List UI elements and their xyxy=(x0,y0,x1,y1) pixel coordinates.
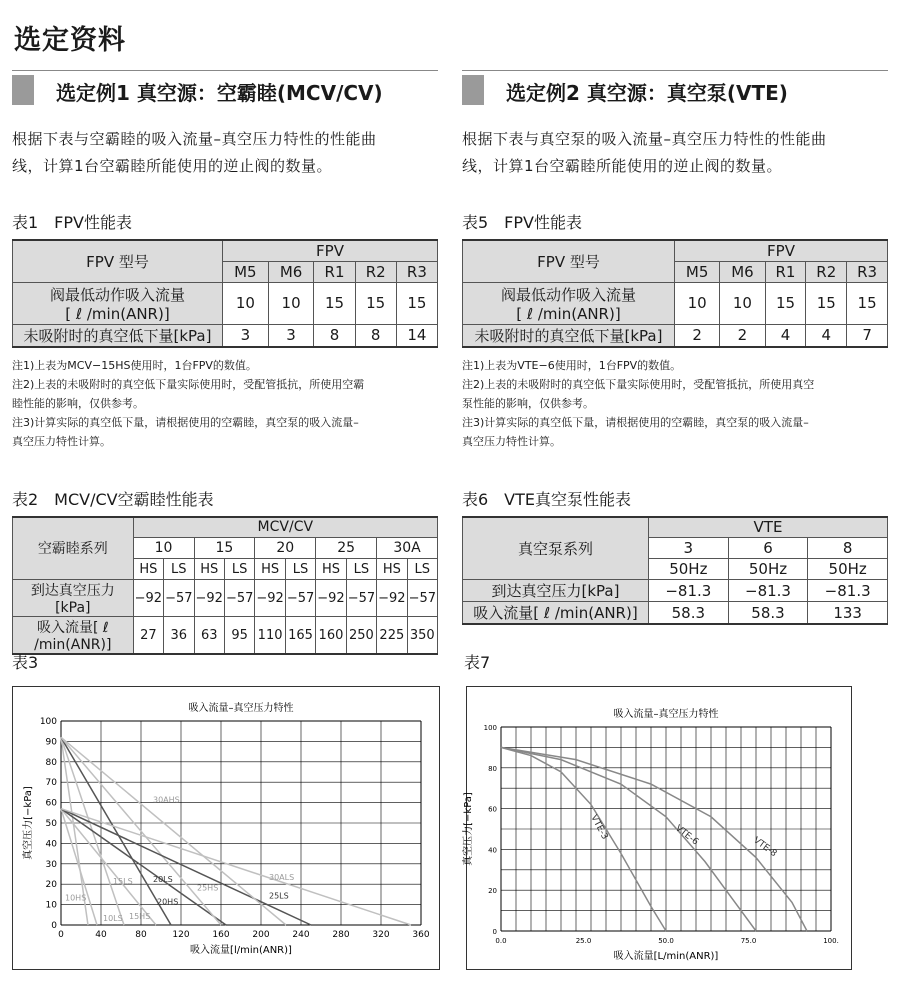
series-line xyxy=(61,809,156,925)
y-tick-label: 0 xyxy=(492,928,497,936)
y-tick-label: 90 xyxy=(45,737,57,748)
series-label: 25HS xyxy=(197,883,219,893)
chart-mcv-svg xyxy=(13,687,439,969)
table-row xyxy=(463,282,888,324)
y-tick-label: 30 xyxy=(45,859,57,870)
x-tick-label: 40 xyxy=(95,930,107,940)
table-row xyxy=(463,602,888,625)
intro-text xyxy=(462,126,888,180)
row-label: 到达真空压力[kPa] xyxy=(13,580,134,617)
table2-block xyxy=(12,487,438,656)
chart-vte xyxy=(463,686,852,970)
subcol-header: LS xyxy=(346,559,376,580)
cell: −81.3 xyxy=(808,580,888,602)
notes xyxy=(462,356,888,451)
cell: 58.3 xyxy=(728,602,808,625)
x-tick-label: 100. xyxy=(823,937,839,945)
freq-header: 50Hz xyxy=(728,559,808,580)
subcol-header: HS xyxy=(194,559,224,580)
intro-line: 线，计算1台空霸睦所能使用的逆止阀的数量。 xyxy=(12,157,333,175)
y-tick-label: 100 xyxy=(39,717,57,727)
col-header: R1 xyxy=(765,261,806,282)
fpv-table xyxy=(462,239,888,348)
vte-table xyxy=(462,516,888,626)
x-tick-label: 280 xyxy=(332,930,350,940)
size-header: 30A xyxy=(377,538,438,559)
x-tick-label: 200 xyxy=(252,930,270,940)
group-header: VTE xyxy=(649,517,888,538)
section-title: 选定例1 真空源：空霸睦(MCV/CV) xyxy=(56,81,383,105)
series-label: VTE-8 xyxy=(751,835,779,860)
cell: −57 xyxy=(407,580,437,617)
cell: 250 xyxy=(346,617,376,655)
intro-line: 线，计算1台空霸睦所能使用的逆止阀的数量。 xyxy=(462,157,783,175)
chart-title: 吸入流量–真空压力特性 xyxy=(613,709,719,720)
row-label: 未吸附时的真空低下量[kPa] xyxy=(13,324,223,347)
y-tick-label: 20 xyxy=(45,880,57,891)
y-tick-label: 60 xyxy=(45,798,57,809)
group-header: FPV xyxy=(223,240,438,261)
series-line xyxy=(61,809,311,925)
series-line xyxy=(501,747,756,931)
table-row xyxy=(13,282,438,324)
chart-vte-svg xyxy=(463,687,851,969)
cell: 27 xyxy=(133,617,163,655)
cell: 36 xyxy=(164,617,194,655)
x-tick-label: 50.0 xyxy=(658,937,674,945)
x-tick-label: 160 xyxy=(212,930,230,940)
row-label: 吸入流量[ ℓ /min(ANR)] xyxy=(463,602,649,625)
cell: −92 xyxy=(133,580,163,617)
cell: 133 xyxy=(808,602,888,625)
cell: 4 xyxy=(765,324,806,347)
series-label: 20LS xyxy=(153,875,173,885)
note-line: 真空压力特性计算。 xyxy=(12,434,111,448)
row-label: 吸入流量[ ℓ /min(ANR)] xyxy=(13,617,134,655)
row-label-line: 阀最低动作吸入流量 xyxy=(49,285,185,304)
cell: 14 xyxy=(396,324,437,347)
x-tick-label: 25.0 xyxy=(575,937,592,945)
cell: 58.3 xyxy=(649,602,729,625)
cell: −57 xyxy=(224,580,254,617)
cell: 15 xyxy=(806,282,847,324)
size-header: 6 xyxy=(728,538,808,559)
table5-caption: 表5 FPV性能表 xyxy=(462,213,582,232)
col-header: R3 xyxy=(396,261,437,282)
cell: −57 xyxy=(285,580,315,617)
chart-mcv xyxy=(12,686,440,970)
col-header: R2 xyxy=(355,261,396,282)
cell: 4 xyxy=(806,324,847,347)
model-header: FPV 型号 xyxy=(463,240,675,282)
table3-label: 表3 xyxy=(12,653,39,672)
cell: 225 xyxy=(377,617,407,655)
section-marker xyxy=(462,75,484,105)
table-row xyxy=(13,324,438,347)
cell: 350 xyxy=(407,617,437,655)
y-axis-label: 真空压力[−kPa] xyxy=(23,786,34,860)
col-header: R1 xyxy=(314,261,355,282)
x-axis-label: 吸入流量[l/min(ANR)] xyxy=(190,945,292,956)
size-header: 10 xyxy=(133,538,194,559)
row-label: 未吸附时的真空低下量[kPa] xyxy=(463,324,675,347)
cell: 10 xyxy=(720,282,765,324)
section-title: 选定例2 真空源：真空泵(VTE) xyxy=(506,81,788,105)
x-tick-label: 360 xyxy=(412,930,430,940)
y-tick-label: 100 xyxy=(483,724,497,732)
group-header: MCV/CV xyxy=(133,517,437,538)
size-header: 15 xyxy=(194,538,255,559)
intro-text xyxy=(12,126,438,180)
series-line xyxy=(61,809,411,925)
series-header: 真空泵系列 xyxy=(463,517,649,580)
freq-header: 50Hz xyxy=(808,559,888,580)
cell: 10 xyxy=(223,282,269,324)
note-line: 注2)上表的未吸附时的真空低下量实际使用时，受配管抵抗，所使用空霸 xyxy=(12,377,365,391)
cell: 15 xyxy=(355,282,396,324)
intro-line: 根据下表与空霸睦的吸入流量–真空压力特性的性能曲 xyxy=(12,130,377,148)
note-line: 睦性能的影响，仅供参考。 xyxy=(12,396,144,410)
series-label: 10HS xyxy=(65,893,87,903)
section-header-example2 xyxy=(462,70,888,106)
x-tick-label: 120 xyxy=(172,930,190,940)
section-header-example1 xyxy=(12,70,438,106)
cell: 15 xyxy=(847,282,888,324)
mcv-table xyxy=(12,516,438,656)
table2-caption: 表2 MCV/CV空霸睦性能表 xyxy=(12,489,214,509)
x-tick-label: 80 xyxy=(135,930,147,940)
size-header: 3 xyxy=(649,538,729,559)
col-header: R2 xyxy=(806,261,847,282)
cell: −92 xyxy=(194,580,224,617)
cell: 15 xyxy=(314,282,355,324)
cell: 10 xyxy=(268,282,314,324)
subcol-header: LS xyxy=(224,559,254,580)
note-line: 注3)计算实际的真空低下量，请根据使用的空霸睦，真空泵的吸入流量– xyxy=(462,415,809,429)
table1-block xyxy=(12,210,438,451)
cell: 8 xyxy=(355,324,396,347)
col-header: M6 xyxy=(268,261,314,282)
subcol-header: LS xyxy=(285,559,315,580)
subcol-header: HS xyxy=(133,559,163,580)
size-header: 8 xyxy=(808,538,888,559)
y-tick-label: 50 xyxy=(45,819,57,829)
model-header: FPV 型号 xyxy=(13,240,223,282)
y-tick-label: 60 xyxy=(488,805,497,814)
right-column xyxy=(462,70,888,625)
y-tick-label: 40 xyxy=(488,846,497,855)
left-column xyxy=(12,70,438,655)
note-line: 注1)上表为MCV−15HS使用时，1台FPV的数值。 xyxy=(12,358,257,372)
col-header: M6 xyxy=(720,261,765,282)
cell: 10 xyxy=(675,282,720,324)
row-label-line: [ ℓ /min(ANR)] xyxy=(516,304,621,323)
y-axis-label: 真空压力[−kPa] xyxy=(463,792,474,866)
series-label: 30AHS xyxy=(153,795,180,805)
series-header: 空霸睦系列 xyxy=(13,517,134,580)
col-header: M5 xyxy=(223,261,269,282)
note-line: 真空压力特性计算。 xyxy=(462,434,561,448)
cell: 63 xyxy=(194,617,224,655)
row-label-line: [ ℓ /min(ANR)] xyxy=(65,304,170,323)
size-header: 25 xyxy=(316,538,377,559)
cell: 3 xyxy=(223,324,269,347)
cell: 7 xyxy=(847,324,888,347)
row-label xyxy=(463,282,675,324)
row-label-line: 阀最低动作吸入流量 xyxy=(500,285,636,304)
row-label: 到达真空压力[kPa] xyxy=(463,580,649,602)
cell: 95 xyxy=(224,617,254,655)
y-tick-label: 20 xyxy=(488,887,497,896)
cell: 160 xyxy=(316,617,346,655)
cell: 110 xyxy=(255,617,285,655)
cell: 3 xyxy=(268,324,314,347)
y-tick-label: 10 xyxy=(45,900,57,911)
table-row xyxy=(13,617,438,655)
series-label: 20HS xyxy=(157,897,179,907)
cell: 2 xyxy=(675,324,720,347)
subcol-header: HS xyxy=(316,559,346,580)
series-label: 10LS xyxy=(103,913,123,923)
series-label: VTE-3 xyxy=(588,813,610,842)
cell: −81.3 xyxy=(649,580,729,602)
table1-caption: 表1 FPV性能表 xyxy=(12,213,132,232)
table5-block xyxy=(462,210,888,451)
x-axis-label: 吸入流量[L/min(ANR)] xyxy=(613,951,719,962)
x-tick-label: 75.0 xyxy=(740,937,757,945)
subcol-header: LS xyxy=(164,559,194,580)
row-label xyxy=(13,282,223,324)
cell: 15 xyxy=(396,282,437,324)
subcol-header: LS xyxy=(407,559,437,580)
cell: 2 xyxy=(720,324,765,347)
cell: −92 xyxy=(316,580,346,617)
note-line: 泵性能的影响，仅供参考。 xyxy=(462,396,594,410)
y-tick-label: 70 xyxy=(45,778,57,789)
x-tick-label: 320 xyxy=(372,930,390,940)
intro-line: 根据下表与真空泵的吸入流量–真空压力特性的性能曲 xyxy=(462,130,827,148)
cell: 15 xyxy=(765,282,806,324)
cell: −92 xyxy=(255,580,285,617)
section-marker xyxy=(12,75,34,105)
cell: 165 xyxy=(285,617,315,655)
series-label: VTE-6 xyxy=(673,823,701,848)
group-header: FPV xyxy=(675,240,888,261)
x-tick-label: 240 xyxy=(292,930,310,940)
cell: −57 xyxy=(164,580,194,617)
table-row xyxy=(463,324,888,347)
table-row xyxy=(463,580,888,602)
note-line: 注1)上表为VTE−6使用时，1台FPV的数值。 xyxy=(462,358,682,372)
subcol-header: HS xyxy=(377,559,407,580)
cell: 8 xyxy=(314,324,355,347)
page-title: 选定资料 xyxy=(14,25,126,56)
col-header: R3 xyxy=(847,261,888,282)
table7-label: 表7 xyxy=(464,653,491,672)
cell: −81.3 xyxy=(728,580,808,602)
y-tick-label: 40 xyxy=(45,839,57,850)
note-line: 注2)上表的未吸附时的真空低下量实际使用时，受配管抵抗，所使用真空 xyxy=(462,377,815,391)
x-tick-label: 0 xyxy=(58,930,64,940)
freq-header: 50Hz xyxy=(649,559,729,580)
cell: −92 xyxy=(377,580,407,617)
table6-caption: 表6 VTE真空泵性能表 xyxy=(462,489,632,509)
x-tick-label: 0.0 xyxy=(495,937,507,945)
series-label: 15HS xyxy=(129,911,151,921)
series-label: 15LS xyxy=(113,877,133,887)
notes xyxy=(12,356,438,451)
chart-title: 吸入流量–真空压力特性 xyxy=(188,703,294,714)
series-line xyxy=(501,747,666,931)
y-tick-label: 80 xyxy=(488,764,497,773)
y-tick-label: 0 xyxy=(51,921,57,931)
col-header: M5 xyxy=(675,261,720,282)
subcol-header: HS xyxy=(255,559,285,580)
note-line: 注3)计算实际的真空低下量，请根据使用的空霸睦，真空泵的吸入流量– xyxy=(12,415,359,429)
table6-block xyxy=(462,487,888,626)
cell: −57 xyxy=(346,580,376,617)
series-label: 25LS xyxy=(269,891,289,901)
table-row xyxy=(13,580,438,617)
series-label: 30ALS xyxy=(269,873,295,883)
y-tick-label: 80 xyxy=(45,757,57,768)
fpv-table xyxy=(12,239,438,348)
size-header: 20 xyxy=(255,538,316,559)
